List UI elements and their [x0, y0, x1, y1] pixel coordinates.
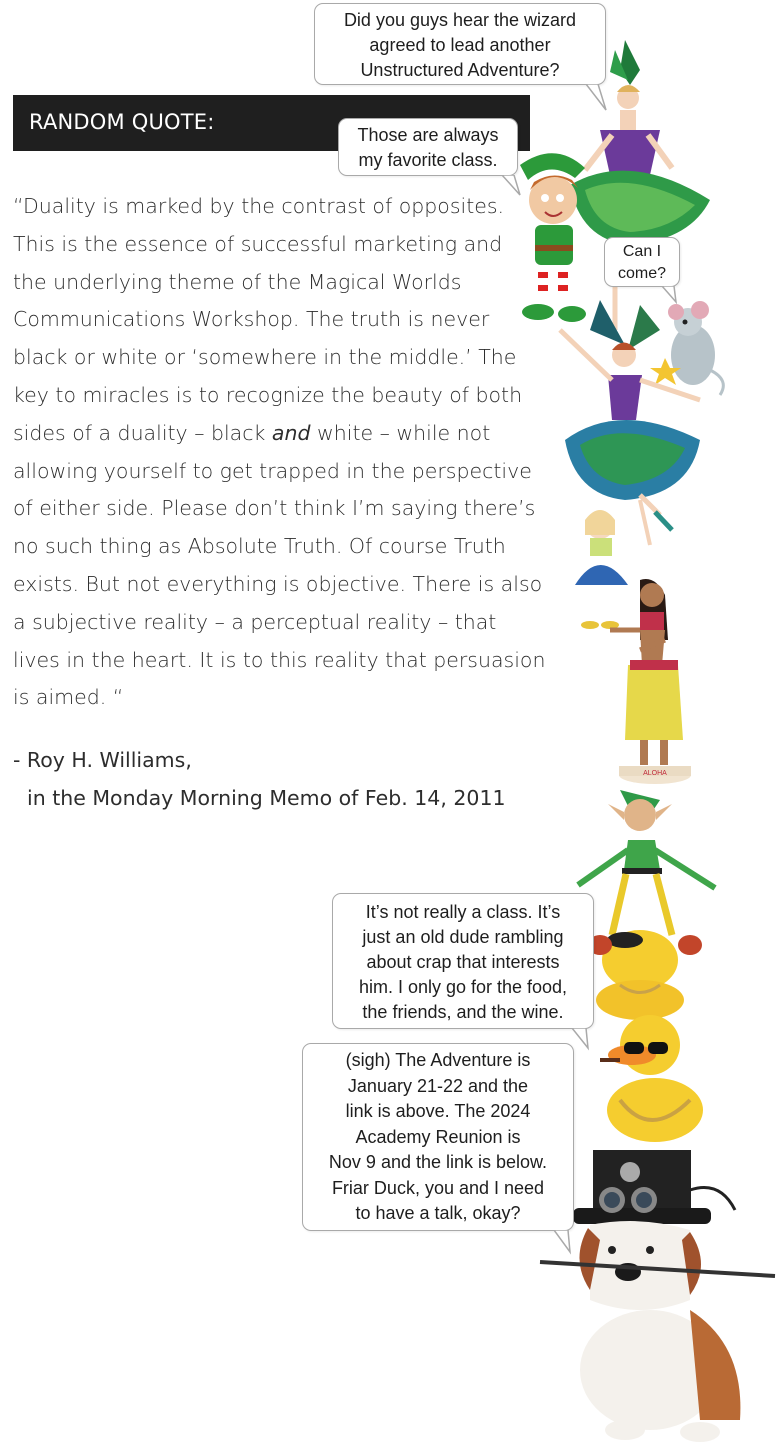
bubble-line: agreed to lead another: [369, 35, 551, 55]
bubble-line: the friends, and the wine.: [362, 1002, 564, 1022]
doll-figure: [575, 510, 628, 629]
quote-line: no such thing as Absolute Truth. Of course Truth: [13, 534, 506, 559]
bubble-line: Unstructured Adventure?: [360, 60, 560, 80]
speech-bubble-elf: [338, 118, 518, 176]
beagle-dog: [540, 1221, 775, 1442]
quote-line: allowing yourself to get trapped in the perspective: [13, 458, 532, 483]
bubble-line: my favorite class.: [358, 150, 498, 170]
quote-line: This is the essence of successful marketing and: [13, 231, 503, 256]
quote-line: “Duality is marked by the contrast of opposites.: [13, 194, 505, 218]
speech-bubble-mouse: [604, 237, 680, 287]
bubble-tail-wizard: [584, 84, 614, 114]
quote-line: lives in the heart. It is to this reality that persuasion: [13, 647, 546, 672]
hula-dancer-figure: [610, 579, 691, 784]
bubble-line: January 21-22 and the: [347, 1075, 529, 1096]
bubble-line: (sigh) The Adventure is: [345, 1050, 531, 1070]
bubble-line: Did you guys hear the wizard: [343, 10, 577, 30]
bubble-line: Those are always: [357, 125, 499, 145]
bubble-line: about crap that interests: [366, 952, 560, 972]
aloha-base-label: ALOHA: [643, 770, 667, 777]
attribution-author: - Roy H. Williams,: [13, 748, 192, 772]
bubble-tail-dog: [552, 1230, 574, 1256]
bubble-line: Academy Reunion is: [355, 1126, 521, 1147]
mouse-figure: [650, 301, 723, 395]
quote-line: Communications Workshop. The truth is never: [13, 307, 490, 332]
quote-emphasis: and: [271, 420, 311, 445]
quote-line: exists. But not everything is objective. There is also: [13, 571, 543, 596]
bubble-line: Friar Duck, you and I need: [331, 1177, 545, 1198]
quote-line-start: sides of a duality – black: [13, 420, 272, 445]
pointy-elf-figure: [578, 790, 715, 935]
bubble-line: come?: [617, 265, 667, 282]
quote-line: of either side. Please don’t think I’m saying there’s: [13, 496, 536, 521]
quote-line: the underlying theme of the Magical Worlds: [13, 269, 462, 294]
header-title: RANDOM QUOTE:: [29, 110, 215, 134]
quote-line: black or white or ‘somewhere in the middle.’ The: [13, 345, 517, 370]
quote-line: a subjective reality – a perceptual reality – that: [13, 609, 497, 634]
quote-line: key to miracles is to recognize the beauty of both: [13, 382, 523, 407]
speech-bubble-wizard: [314, 3, 606, 85]
bubble-line: It’s not really a class. It’s: [365, 902, 561, 922]
speech-bubble-duck: [332, 893, 594, 1029]
attribution-source: in the Monday Morning Memo of Feb. 14, 2011: [27, 786, 506, 810]
bubble-tail-elf: [500, 175, 524, 199]
quote-line: is aimed. “: [13, 685, 124, 710]
quote-line-end: white – while not: [310, 420, 491, 445]
steampunk-top-hat: [573, 1150, 735, 1224]
bubble-line: link is above. The 2024: [345, 1101, 531, 1121]
bubble-line: Nov 9 and the link is below.: [328, 1152, 548, 1172]
bubble-line: Can I: [622, 243, 662, 260]
bubble-line: just an old dude rambling: [362, 927, 564, 947]
bubble-line: to have a talk, okay?: [355, 1203, 521, 1223]
speech-bubble-dog: [302, 1043, 574, 1231]
rubber-duck-sunglasses: [600, 1015, 703, 1142]
rubber-duck-top: [588, 930, 702, 1020]
bubble-line: him. I only go for the food,: [358, 977, 568, 997]
bubble-tail-mouse: [660, 286, 680, 304]
elf-figure: [520, 153, 586, 322]
